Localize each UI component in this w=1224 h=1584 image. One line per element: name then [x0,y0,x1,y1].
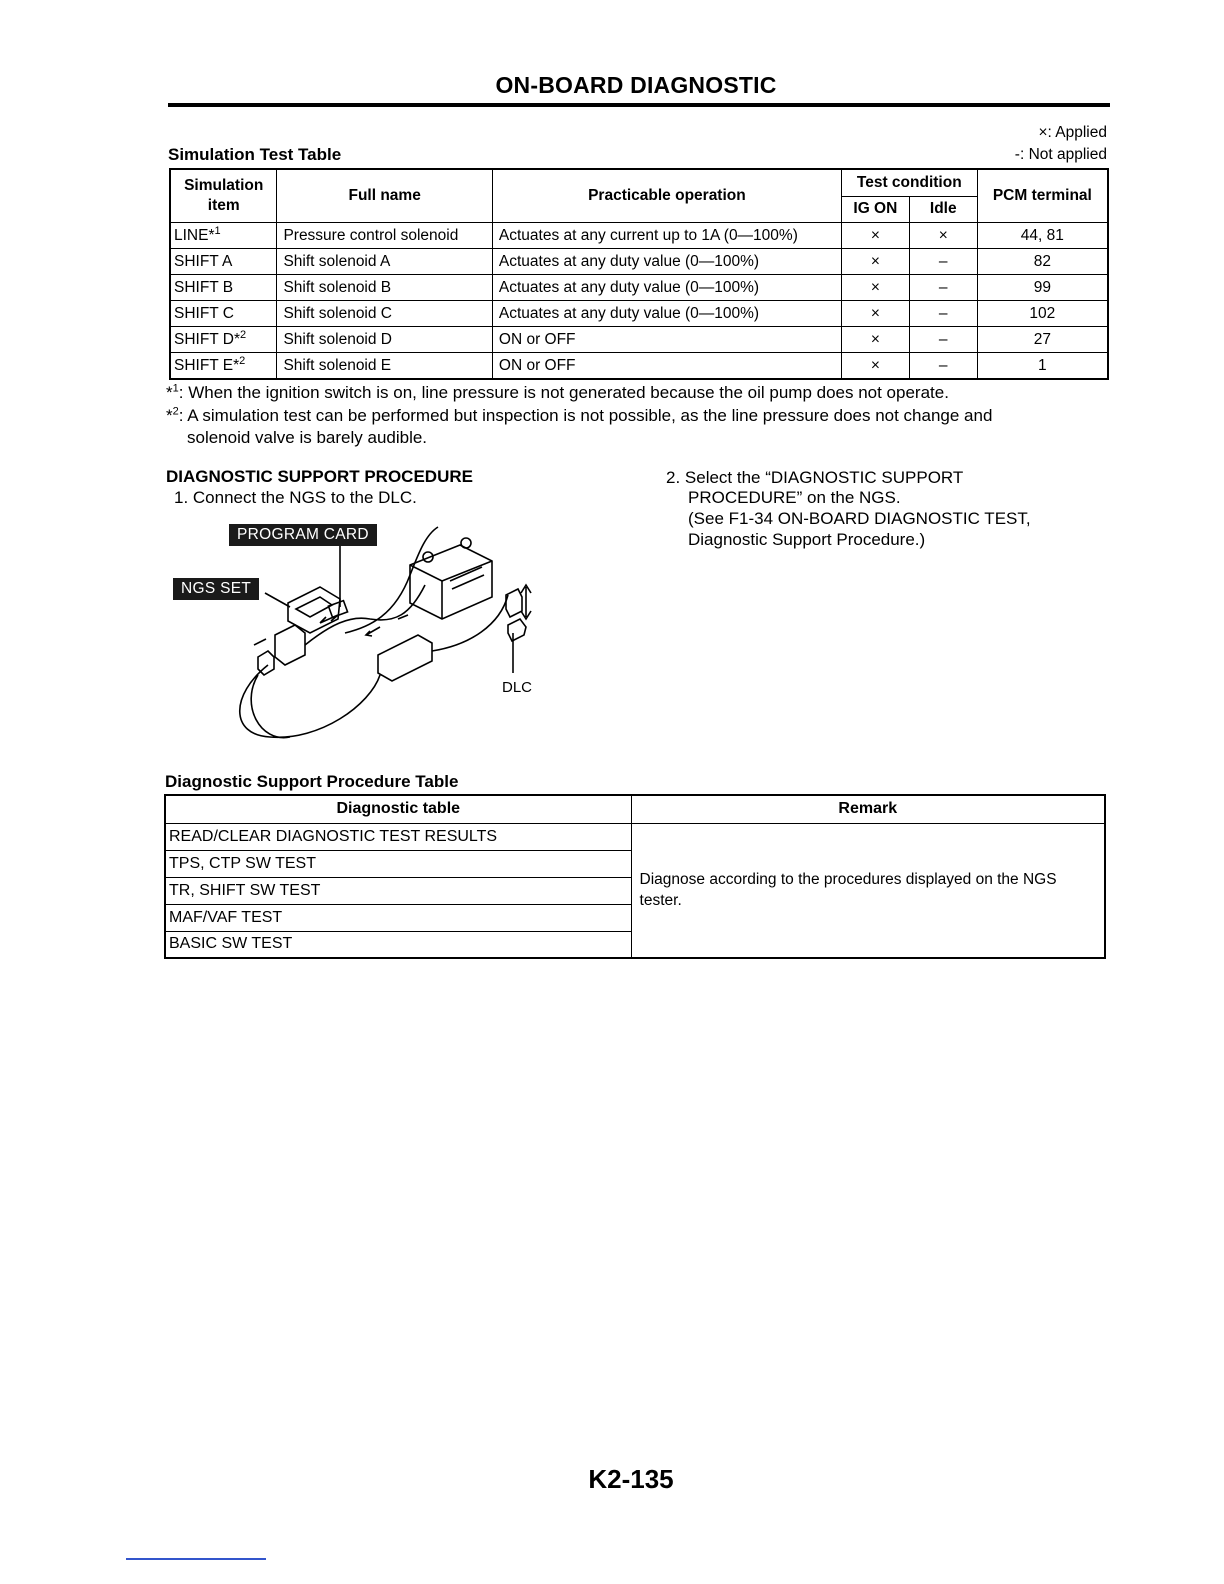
footnote-sup: 2 [239,354,246,367]
dlc-label: DLC [502,679,533,696]
cell-ig-on-text: × [870,278,880,296]
cell-ig-on [841,223,909,249]
cable [251,675,290,738]
cell-simulation-item-text: SHIFT C [174,304,234,322]
page-title: ON-BOARD DIAGNOSTIC [495,72,777,98]
cell-practicable-operation [492,275,841,301]
program-card-callout: PROGRAM CARD [229,524,377,546]
header-remark: Remark [631,795,1105,823]
cell-pcm-terminal [977,327,1108,353]
procedure-heading: DIAGNOSTIC SUPPORT PROCEDURE [166,467,473,486]
cell-pcm-terminal-text: 99 [1033,278,1051,296]
note-1-text: : When the ignition switch is on, line pressure is not generated because the oil pump does not operate. [178,383,949,402]
header-simulation-item: Simulation item [170,169,277,223]
cell-practicable-operation [492,327,841,353]
cell-diagnostic-table: BASIC SW TEST [165,931,631,958]
cell-simulation-item-text: SHIFT D* [174,330,241,348]
cell-full-name [277,353,492,380]
procedure-step-2-line-1: 2. Select the “DIAGNOSTIC SUPPORT [666,468,964,487]
cell-full-name-text: Shift solenoid C [283,304,392,322]
header-idle: Idle [909,196,977,223]
ngs-connection-figure [170,515,550,750]
cell-pcm-terminal [977,223,1108,249]
cell-practicable-operation [492,301,841,327]
cell-idle-text: – [938,356,948,374]
cell-simulation-item-text: SHIFT A [174,252,233,270]
cell-practicable-operation [492,353,841,380]
table-row [165,823,1105,850]
cell-pcm-terminal [977,275,1108,301]
footnote-sup: 2 [240,328,247,341]
cell-pcm-terminal [977,249,1108,275]
program-card-slot [328,601,347,618]
cell-simulation-item-text: SHIFT B [174,278,234,296]
cell-ig-on-text: × [870,252,880,270]
ngs-set-leader [265,593,290,607]
cell-practicable-operation [492,249,841,275]
title-rule [168,103,1110,107]
note-2-text: : A simulation test can be performed but inspection is not possible, as the line pressure does not change and [178,406,993,425]
cell-ig-on-text: × [870,304,880,322]
cell-ig-on [841,301,909,327]
procedure-step-2-line-2: PROCEDURE” on the NGS. [688,488,901,507]
cell-simulation-item-text: SHIFT E* [174,356,240,374]
cell-full-name-text: Pressure control solenoid [283,226,459,244]
connect-arrow-icon [320,615,338,623]
table-row [170,249,1108,275]
cell-idle-text: – [938,304,948,322]
table-row [170,327,1108,353]
cell-idle [909,301,977,327]
footnote-sup: 1 [214,224,221,237]
ngs-module [275,625,305,665]
cell-pcm-terminal-text: 102 [1029,304,1056,322]
cell-idle-text: × [938,226,948,244]
legend-applied: ×: Applied [1038,124,1107,141]
procedure-step-2-line-3: (See F1-34 ON-BOARD DIAGNOSTIC TEST, [688,509,1031,528]
cell-simulation-item [170,275,277,301]
connect-arrow-icon [254,639,266,645]
diagnostic-support-procedure-table [164,794,1106,959]
note-2-mark: * [166,406,173,425]
note-2 [166,405,992,427]
battery-top-edge [410,561,492,581]
cell-ig-on [841,353,909,380]
cell-pcm-terminal [977,301,1108,327]
note-2-sup: 2 [172,405,179,418]
cell-practicable-operation-text: Actuates at any duty value (0—100%) [498,252,760,270]
procedure-step-2-line-4: Diagnostic Support Procedure.) [688,530,926,549]
cell-simulation-item [170,327,277,353]
cell-full-name [277,249,492,275]
cell-full-name-text: Shift solenoid A [283,252,391,270]
cell-ig-on-text: × [870,356,880,374]
header-pcm-terminal: PCM terminal [977,169,1108,223]
cell-full-name-text: Shift solenoid B [283,278,392,296]
legend-not-applied: -: Not applied [1014,146,1107,163]
header-test-condition: Test condition [841,169,977,196]
cell-pcm-terminal-text: 27 [1033,330,1051,348]
dlc-connector-female [508,619,526,641]
cell-pcm-terminal-text: 1 [1038,356,1047,374]
header-ig-on: IG ON [841,196,909,223]
cell-full-name-text: Shift solenoid D [283,330,392,348]
note-1-sup: 1 [172,382,179,395]
table-row [170,275,1108,301]
cell-idle [909,223,977,249]
cell-idle [909,327,977,353]
ngs-tester-screen [296,597,332,617]
cell-full-name [277,327,492,353]
cell-diagnostic-table: TPS, CTP SW TEST [165,850,631,877]
cell-idle-text: – [938,278,948,296]
dlc-connector-male [506,589,522,617]
cell-full-name [277,275,492,301]
procedure-step-1: 1. Connect the NGS to the DLC. [174,488,417,507]
cell-diagnostic-table: MAF/VAF TEST [165,904,631,931]
cell-full-name-text: Shift solenoid E [283,356,392,374]
cell-practicable-operation-text: ON or OFF [498,330,576,348]
cell-simulation-item [170,353,277,380]
cable [432,595,508,651]
cell-practicable-operation [492,223,841,249]
note-1 [166,382,949,404]
header-full-name: Full name [277,169,492,223]
diag-table-label: Diagnostic Support Procedure Table [165,772,459,791]
cell-pcm-terminal-text: 82 [1033,252,1051,270]
cell-ig-on-text: × [870,330,880,348]
cell-pcm-terminal [977,353,1108,380]
battery-detail [452,575,484,589]
note-1-mark: * [166,383,173,402]
cell-diagnostic-table: READ/CLEAR DIAGNOSTIC TEST RESULTS [165,823,631,850]
cell-practicable-operation-text: Actuates at any duty value (0—100%) [498,278,760,296]
note-2-cont: solenoid valve is barely audible. [187,428,428,447]
table-row [170,223,1108,249]
cell-ig-on [841,275,909,301]
cell-full-name [277,223,492,249]
table-row [170,301,1108,327]
cell-practicable-operation-text: Actuates at any duty value (0—100%) [498,304,760,322]
cell-full-name [277,301,492,327]
ngs-connection-drawing [170,515,550,750]
cell-idle-text: – [938,252,948,270]
cell-idle-text: – [938,330,948,348]
cell-simulation-item [170,249,277,275]
simulation-table-label: Simulation Test Table [168,145,342,164]
cell-diagnostic-table: TR, SHIFT SW TEST [165,877,631,904]
cell-pcm-terminal-text: 44, 81 [1020,226,1064,244]
simulation-test-table [169,168,1109,380]
cell-idle [909,249,977,275]
connect-arrow-icon [366,627,380,636]
cell-simulation-item-text: LINE* [174,226,215,244]
table-row [170,353,1108,380]
cell-ig-on-text: × [870,226,880,244]
bottom-link-line [126,1558,266,1560]
header-practicable-operation: Practicable operation [492,169,841,223]
cell-idle [909,353,977,380]
cell-remark: Diagnose according to the procedures displayed on the NGS tester. [631,823,1105,958]
cell-simulation-item [170,301,277,327]
cell-ig-on [841,327,909,353]
page-number: K2-135 [588,1464,674,1494]
battery-terminal [461,538,471,548]
cell-ig-on [841,249,909,275]
cell-practicable-operation-text: Actuates at any current up to 1A (0—100%) [498,226,798,244]
cell-simulation-item [170,223,277,249]
ngs-set-callout: NGS SET [173,578,259,600]
battery-detail [450,567,482,581]
power-supply-box [378,635,432,681]
cell-idle [909,275,977,301]
cell-practicable-operation-text: ON or OFF [498,356,576,374]
header-diagnostic-table: Diagnostic table [165,795,631,823]
